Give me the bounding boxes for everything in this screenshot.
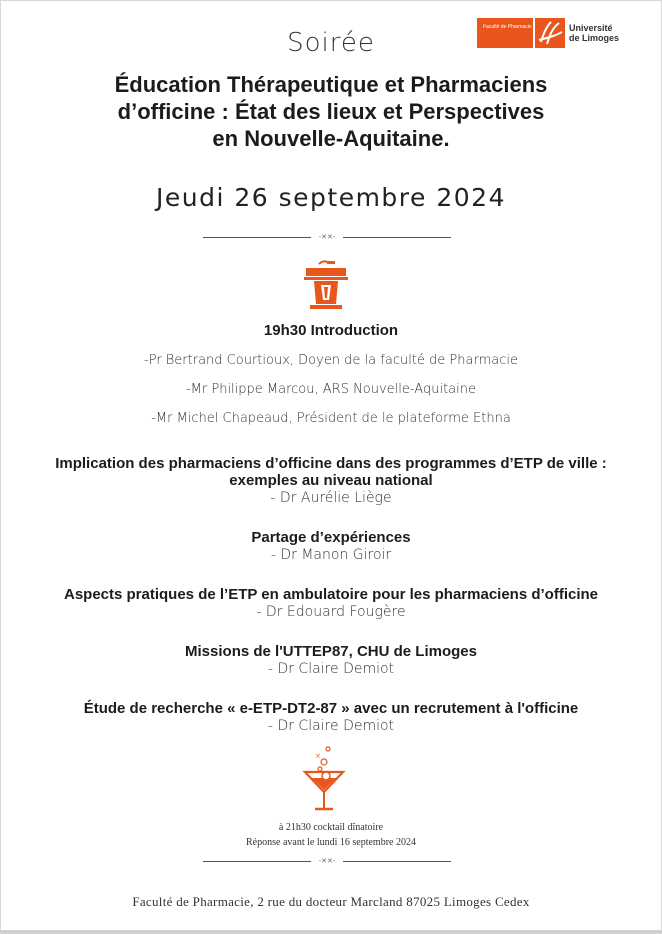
intro-speaker: -Mr Michel Chapeaud, Président de le plateforme Ethna bbox=[151, 411, 511, 426]
talk-speaker: - Dr Edouard Fougère bbox=[256, 604, 406, 620]
intro-speaker: -Pr Bertrand Courtioux, Doyen de la faculté de Pharmacie bbox=[144, 353, 518, 368]
faculty-logo-box: Faculté de Pharmacie bbox=[477, 18, 533, 48]
talk-title: Étude de recherche « e-ETP-DT2-87 » avec un recrutement à l'officine bbox=[83, 700, 579, 717]
title-line: Éducation Thérapeutique et Pharmaciens bbox=[114, 72, 548, 97]
cocktail-glass-icon bbox=[302, 746, 346, 820]
talk-speaker: - Dr Manon Giroir bbox=[270, 547, 392, 563]
talk-speaker: - Dr Claire Demiot bbox=[267, 718, 395, 734]
title-line: en Nouvelle-Aquitaine. bbox=[212, 126, 450, 151]
svg-text:×: × bbox=[315, 752, 321, 760]
talk-title: Implication des pharmaciens d’officine dans des programmes d’ETP de ville : exemples au niveau national bbox=[55, 455, 607, 489]
talk-speaker: - Dr Claire Demiot bbox=[267, 661, 395, 677]
intro-heading: 19h30 Introduction bbox=[263, 322, 399, 339]
talk-title: Aspects pratiques de l’ETP en ambulatoire pour les pharmaciens d’officine bbox=[63, 586, 599, 603]
venue-address: Faculté de Pharmacie, 2 rue du docteur Marcland 87025 Limoges Cedex bbox=[132, 894, 530, 909]
podium-icon bbox=[303, 258, 349, 316]
talk-title: Partage d’expériences bbox=[251, 529, 411, 546]
ornament-divider: -✕✕- bbox=[203, 233, 451, 243]
talk-title: Missions de l'UTTEP87, CHU de Limoges bbox=[185, 643, 477, 660]
rsvp-deadline: Réponse avant le lundi 16 septembre 2024 bbox=[246, 837, 416, 848]
event-date: Jeudi 26 septembre 2024 bbox=[156, 183, 506, 212]
event-title bbox=[40, 71, 622, 152]
ornament-divider: -✕✕- bbox=[203, 857, 451, 867]
university-name: Université de Limoges bbox=[569, 23, 620, 43]
event-kicker: Soirée bbox=[287, 28, 375, 58]
talk-speaker: - Dr Aurélie Liège bbox=[270, 490, 392, 506]
cocktail-time: à 21h30 cocktail dînatoire bbox=[278, 822, 384, 833]
bottom-rule bbox=[0, 930, 662, 933]
title-line: d’officine : État des lieux et Perspectives bbox=[117, 99, 545, 124]
intro-speaker: -Mr Philippe Marcou, ARS Nouvelle-Aquitaine bbox=[185, 382, 476, 397]
